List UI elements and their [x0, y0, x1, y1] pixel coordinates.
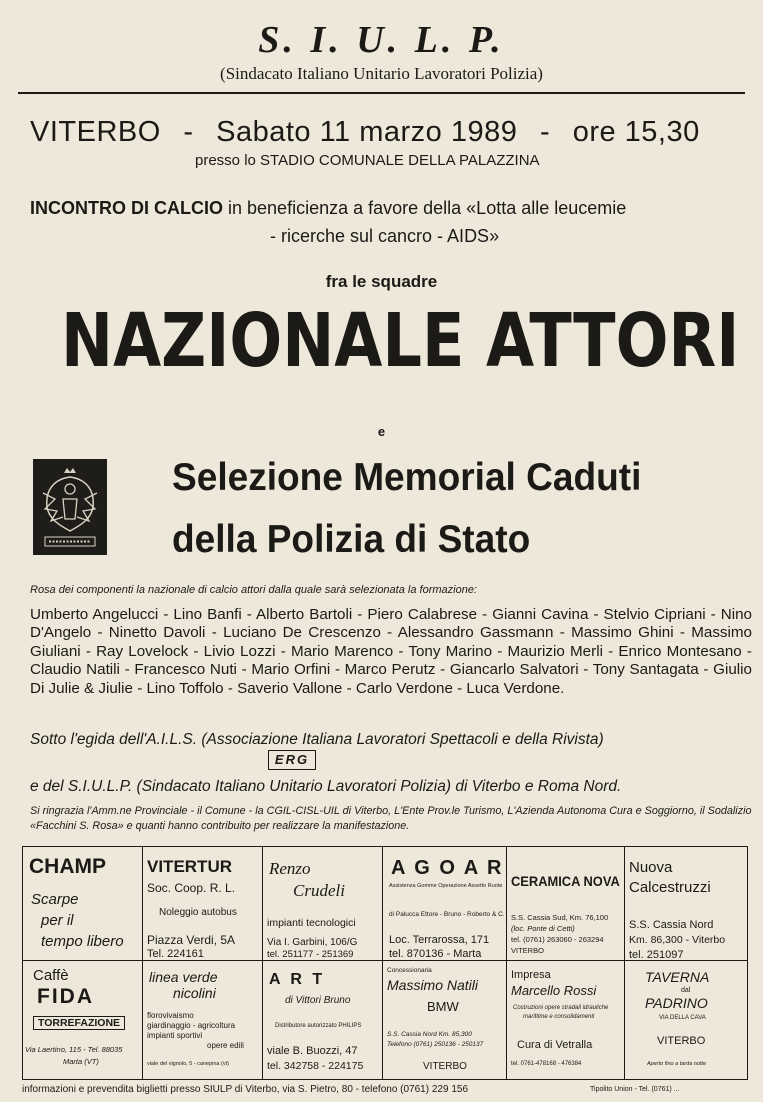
ad-caffe-fida [23, 961, 143, 1079]
ad-marcello-line: Impresa [511, 969, 551, 981]
ad-linea-line: giardinaggio - agricoltura [147, 1021, 236, 1030]
match-bold: INCONTRO DI CALCIO [30, 198, 223, 218]
ad-marcello-line: marittime e consolidamenti [523, 1014, 595, 1020]
ad-vitertur-line: Noleggio autobus [159, 907, 237, 918]
ad-linea-line: opere edili [207, 1041, 244, 1050]
ad-agoar-line: Assistenza Gomme Operazione Assetto Ruote [389, 883, 503, 889]
ad-linea-verde [143, 961, 263, 1079]
ad-massimo-natili [383, 961, 507, 1079]
ad-renzo-name: Crudeli [293, 881, 345, 900]
ad-agoar-line: tel. 870136 - Marta [389, 948, 482, 960]
event-venue: presso lo STADIO COMUNALE DELLA PALAZZINA [195, 152, 540, 169]
ad-linea-line: florovivaismo [147, 1011, 194, 1020]
ad-marcello-line: Cura di Vetralla [517, 1039, 593, 1051]
ad-agoar [383, 847, 507, 961]
team-a-name: NAZIONALE ATTORI [61, 298, 740, 384]
ad-art-line: viale B. Buozzi, 47 [267, 1045, 358, 1057]
ad-massimo-line: Concessionaria [387, 967, 432, 974]
ad-fida-name: Caffè [33, 967, 69, 984]
event-dateline: VITERBO - Sabato 11 marzo 1989 - ore 15,30 [30, 116, 700, 148]
ad-marcello-name: Marcello Rossi [511, 983, 597, 998]
ad-ceramica-line: S.S. Cassia Sud, Km. 76,100 [511, 913, 609, 922]
ad-agoar-line: di Palucca Ettore - Bruno - Roberto & C. [389, 911, 505, 918]
footer-info: informazioni e prevendita biglietti presso SIULP di Viterbo, via S. Pietro, 80 - telefono (0761) 229 156 [22, 1084, 469, 1095]
ad-taverna-line: Aperto fino a tarda notte [647, 1061, 707, 1067]
ad-marcello-rossi [507, 961, 625, 1079]
team-b-line-1: Selezione Memorial Caduti [172, 456, 642, 499]
ad-nuova-calcestruzzi [625, 847, 747, 961]
ad-massimo-line: VITERBO [423, 1061, 467, 1072]
ad-linea-name: linea verde [149, 969, 218, 985]
ad-ceramica-line: VITERBO [511, 946, 544, 955]
ad-vitertur-line: Soc. Coop. R. L. [147, 881, 236, 895]
police-emblem-icon [33, 459, 107, 555]
ad-massimo-line: S.S. Cassia Nord Km. 85,300 [387, 1031, 472, 1038]
ad-taverna-line: dal [681, 987, 691, 994]
ad-marcello-line: Costruzioni opere stradali idrauliche [513, 1005, 609, 1011]
ad-taverna-name: PADRINO [645, 995, 708, 1011]
ad-taverna-line: VIA DELLA CAVA [659, 1015, 706, 1021]
ad-fida-line: TORREFAZIONE [33, 1016, 125, 1030]
ad-nuova-line: tel. 251097 [629, 949, 684, 961]
ad-agoar-line: Loc. Terrarossa, 171 [389, 934, 490, 946]
ad-massimo-name: Massimo Natili [387, 977, 479, 993]
header-subtitle: (Sindacato Italiano Unitario Lavoratori Polizia) [220, 64, 543, 83]
teams-intro: fra le squadre [325, 272, 438, 291]
ad-nuova-line: Km. 86,300 - Viterbo [629, 934, 726, 946]
ad-taverna-name: TAVERNA [645, 969, 710, 985]
ad-fida-line: Marta (VT) [63, 1057, 99, 1066]
ad-art-line: di Vittori Bruno [285, 995, 351, 1006]
ad-vitertur-line: Tel. 224161 [147, 948, 204, 960]
ad-nuova-name: Calcestruzzi [629, 879, 711, 896]
ad-fida-line: Via Laertino, 115 - Tel. 88035 [25, 1045, 123, 1054]
ad-massimo-line: BMW [427, 999, 459, 1014]
ad-ceramica-line: (loc. Ponte di Cetti) [511, 924, 575, 933]
footer-printer: Tipolito Union - Tel. (0761) ... [590, 1086, 680, 1093]
ad-art-name: A R T [269, 971, 326, 988]
ad-art-line: Distributore autorizzato PHILIPS [275, 1023, 362, 1029]
ad-massimo-line: Telefono (0761) 250136 - 250137 [387, 1041, 484, 1048]
ad-renzo-line: Via I. Garbini, 106/G [267, 937, 358, 948]
ad-renzo-line: tel. 251177 - 251369 [267, 949, 354, 960]
ad-taverna-padrino [625, 961, 747, 1079]
ad-champ [23, 847, 143, 961]
ad-agoar-name: A G O A R [391, 857, 504, 879]
match-rest: in beneficienza a favore della «Lotta alle leucemie [228, 198, 627, 218]
teams-and: e [377, 424, 386, 439]
divider [18, 92, 745, 94]
ad-champ-line: Scarpe [31, 891, 79, 908]
patronage-line-1: Sotto l'egida dell'A.I.L.S. (Associazione Italiana Lavoratori Spettacoli e della Rivista) [30, 731, 604, 748]
ad-nuova-name: Nuova [629, 859, 673, 876]
erg-logo: ERG [268, 750, 316, 770]
ad-nuova-line: S.S. Cassia Nord [629, 919, 714, 931]
ad-art-line: tel. 342758 - 224175 [267, 1060, 364, 1072]
roster-players: Umberto Angelucci - Lino Banfi - Alberto Bartoli - Piero Calabrese - Gianni Cavina - Stelvio Cipriani - Nino D'Angelo - Ninetto Davoli - Luciano De Crescenzo - Alessandro Gassmann - Massimo Ghini - Massimo Giuliani - Ray Lovelock - Livio Lozzi - Mario Marenco - Tony Marino - Maurizio Merli - Enrico Montesano - Claudio Natili - Francesco Nuti - Mario Orfini - Marco Perutz - Giancarlo Salvatori - Tony Santagata - Giulio Di Julie & Jiulie - Lino Toffolo - Saverio Vallone - Carlo Verdone - Luca Verdone. [30, 606, 752, 697]
ad-ceramica-line: tel. (0761) 263060 - 263294 [511, 935, 604, 944]
header-title: S. I. U. L. P. [258, 19, 505, 61]
ad-vitertur-line: Piazza Verdi, 5A [147, 933, 236, 947]
ad-ceramica-name: CERAMICA NOVA [511, 873, 620, 889]
ad-linea-line: impianti sportivi [147, 1031, 203, 1040]
ad-fida-name: FIDA [37, 985, 94, 1008]
match-line-1 [30, 198, 626, 219]
sponsor-grid [22, 846, 748, 1080]
ad-vitertur [143, 847, 263, 961]
thanks-note: Si ringrazia l'Amm.ne Provinciale - il Comune - la CGIL-CISL-UIL di Viterbo, L'Ente Prov.le Turismo, L'Azienda Autonoma Cura e Soggiorno, il Sodalizio «Facchini S. Rosa» e quanti hanno contribuito per realizzare la manifestazione. [30, 805, 752, 832]
ad-renzo-crudeli [263, 847, 383, 961]
ad-linea-line: viale del vignolo, 5 - canepina (vt) [147, 1061, 229, 1067]
match-line-2: - ricerche sul cancro - AIDS» [270, 226, 500, 246]
event-time: ore 15,30 [572, 116, 700, 148]
event-date: Sabato 11 marzo 1989 [216, 116, 518, 148]
ad-champ-line: tempo libero [41, 933, 124, 950]
ad-vitertur-name: VITERTUR [147, 857, 232, 876]
ad-ceramica-nova [507, 847, 625, 961]
ad-renzo-name: Renzo [269, 859, 311, 878]
ad-marcello-line: tel. 0761-478168 - 476384 [511, 1061, 582, 1067]
ad-taverna-line: VITERBO [657, 1035, 706, 1047]
ad-champ-line: per il [41, 912, 74, 929]
ad-art [263, 961, 383, 1079]
team-b-line-2: della Polizia di Stato [172, 518, 531, 561]
ad-renzo-line: impianti tecnologici [267, 917, 356, 929]
event-city: VITERBO [30, 116, 161, 148]
ad-linea-name: nicolini [173, 985, 216, 1001]
roster-intro: Rosa dei componenti la nazionale di calcio attori dalla quale sarà selezionata la formazione: [30, 584, 477, 596]
ad-champ-name: CHAMP [29, 855, 106, 878]
patronage-line-2: e del S.I.U.L.P. (Sindacato Italiano Unitario Lavoratori Polizia) di Viterbo e Roma Nord. [30, 778, 622, 795]
